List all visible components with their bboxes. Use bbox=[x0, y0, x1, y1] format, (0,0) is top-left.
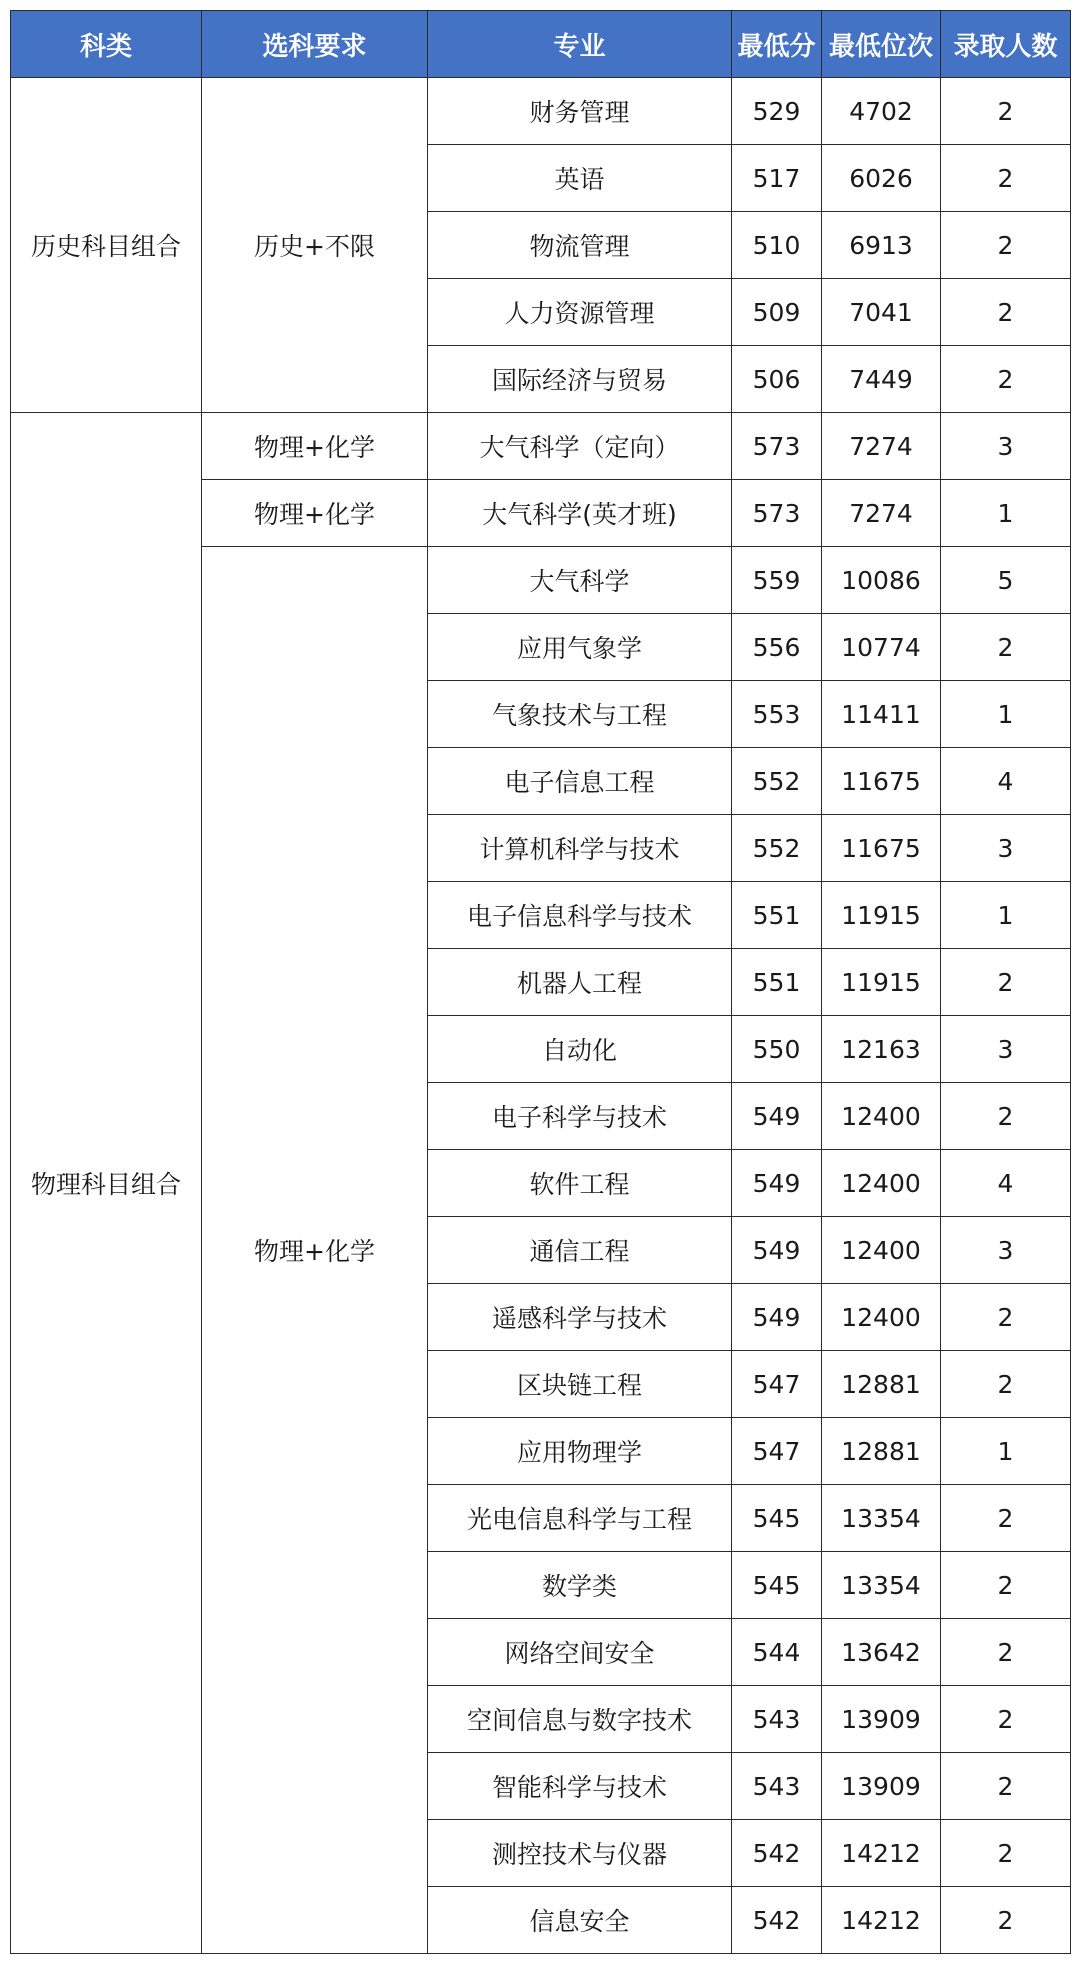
admitted-count-cell: 3 bbox=[941, 1016, 1071, 1083]
min-score-cell: 549 bbox=[732, 1284, 822, 1351]
admitted-count-cell: 2 bbox=[941, 614, 1071, 681]
min-rank-cell: 12163 bbox=[822, 1016, 941, 1083]
major-cell: 自动化 bbox=[428, 1016, 732, 1083]
major-cell: 软件工程 bbox=[428, 1150, 732, 1217]
min-score-cell: 556 bbox=[732, 614, 822, 681]
table-row bbox=[11, 413, 1071, 480]
header-major: 专业 bbox=[428, 11, 732, 78]
admitted-count-cell: 1 bbox=[941, 1418, 1071, 1485]
admitted-count-cell: 2 bbox=[941, 1753, 1071, 1820]
admitted-count-cell: 2 bbox=[941, 1284, 1071, 1351]
min-score-cell: 550 bbox=[732, 1016, 822, 1083]
min-rank-cell: 11915 bbox=[822, 949, 941, 1016]
major-cell: 遥感科学与技术 bbox=[428, 1284, 732, 1351]
min-score-cell: 553 bbox=[732, 681, 822, 748]
min-score-cell: 543 bbox=[732, 1753, 822, 1820]
min-rank-cell: 6913 bbox=[822, 212, 941, 279]
major-cell: 测控技术与仪器 bbox=[428, 1820, 732, 1887]
major-cell: 信息安全 bbox=[428, 1887, 732, 1954]
min-rank-cell: 7274 bbox=[822, 480, 941, 547]
min-rank-cell: 10774 bbox=[822, 614, 941, 681]
min-rank-cell: 12881 bbox=[822, 1418, 941, 1485]
header-row bbox=[11, 11, 1071, 78]
min-rank-cell: 7274 bbox=[822, 413, 941, 480]
major-cell: 数学类 bbox=[428, 1552, 732, 1619]
admitted-count-cell: 5 bbox=[941, 547, 1071, 614]
min-rank-cell: 11675 bbox=[822, 815, 941, 882]
major-cell: 气象技术与工程 bbox=[428, 681, 732, 748]
min-rank-cell: 12400 bbox=[822, 1284, 941, 1351]
major-cell: 国际经济与贸易 bbox=[428, 346, 732, 413]
min-score-cell: 544 bbox=[732, 1619, 822, 1686]
major-cell: 计算机科学与技术 bbox=[428, 815, 732, 882]
subject-requirement-cell: 物理+化学 bbox=[202, 413, 428, 480]
subject-requirement-cell: 物理+化学 bbox=[202, 547, 428, 1954]
min-rank-cell: 6026 bbox=[822, 145, 941, 212]
min-rank-cell: 13642 bbox=[822, 1619, 941, 1686]
min-score-cell: 545 bbox=[732, 1485, 822, 1552]
admitted-count-cell: 1 bbox=[941, 882, 1071, 949]
min-rank-cell: 11915 bbox=[822, 882, 941, 949]
major-cell: 物流管理 bbox=[428, 212, 732, 279]
min-score-cell: 517 bbox=[732, 145, 822, 212]
major-cell: 人力资源管理 bbox=[428, 279, 732, 346]
admitted-count-cell: 2 bbox=[941, 1351, 1071, 1418]
major-cell: 大气科学 bbox=[428, 547, 732, 614]
min-score-cell: 551 bbox=[732, 949, 822, 1016]
table-row bbox=[11, 78, 1071, 145]
min-rank-cell: 10086 bbox=[822, 547, 941, 614]
major-cell: 网络空间安全 bbox=[428, 1619, 732, 1686]
admitted-count-cell: 2 bbox=[941, 1552, 1071, 1619]
min-rank-cell: 13354 bbox=[822, 1552, 941, 1619]
admitted-count-cell: 3 bbox=[941, 413, 1071, 480]
min-score-cell: 547 bbox=[732, 1418, 822, 1485]
major-cell: 区块链工程 bbox=[428, 1351, 732, 1418]
min-score-cell: 552 bbox=[732, 748, 822, 815]
admitted-count-cell: 2 bbox=[941, 279, 1071, 346]
major-cell: 大气科学（定向） bbox=[428, 413, 732, 480]
min-rank-cell: 12400 bbox=[822, 1150, 941, 1217]
min-score-cell: 509 bbox=[732, 279, 822, 346]
header-subject-requirement: 选科要求 bbox=[202, 11, 428, 78]
min-score-cell: 547 bbox=[732, 1351, 822, 1418]
admitted-count-cell: 2 bbox=[941, 1820, 1071, 1887]
min-rank-cell: 14212 bbox=[822, 1820, 941, 1887]
major-cell: 机器人工程 bbox=[428, 949, 732, 1016]
major-cell: 电子科学与技术 bbox=[428, 1083, 732, 1150]
admitted-count-cell: 2 bbox=[941, 78, 1071, 145]
major-cell: 通信工程 bbox=[428, 1217, 732, 1284]
min-score-cell: 573 bbox=[732, 413, 822, 480]
table-body bbox=[11, 78, 1071, 1954]
subject-requirement-cell: 历史+不限 bbox=[202, 78, 428, 413]
major-cell: 电子信息科学与技术 bbox=[428, 882, 732, 949]
min-score-cell: 549 bbox=[732, 1083, 822, 1150]
min-score-cell: 559 bbox=[732, 547, 822, 614]
min-rank-cell: 13354 bbox=[822, 1485, 941, 1552]
category-cell: 历史科目组合 bbox=[11, 78, 202, 413]
admitted-count-cell: 3 bbox=[941, 1217, 1071, 1284]
header-category: 科类 bbox=[11, 11, 202, 78]
admitted-count-cell: 2 bbox=[941, 145, 1071, 212]
min-score-cell: 573 bbox=[732, 480, 822, 547]
min-score-cell: 506 bbox=[732, 346, 822, 413]
min-rank-cell: 14212 bbox=[822, 1887, 941, 1954]
major-cell: 光电信息科学与工程 bbox=[428, 1485, 732, 1552]
admitted-count-cell: 2 bbox=[941, 346, 1071, 413]
header-min-rank: 最低位次 bbox=[822, 11, 941, 78]
subject-requirement-cell: 物理+化学 bbox=[202, 480, 428, 547]
admitted-count-cell: 4 bbox=[941, 1150, 1071, 1217]
major-cell: 大气科学(英才班) bbox=[428, 480, 732, 547]
major-cell: 空间信息与数字技术 bbox=[428, 1686, 732, 1753]
min-score-cell: 545 bbox=[732, 1552, 822, 1619]
major-cell: 智能科学与技术 bbox=[428, 1753, 732, 1820]
admitted-count-cell: 2 bbox=[941, 1686, 1071, 1753]
admitted-count-cell: 2 bbox=[941, 212, 1071, 279]
min-score-cell: 549 bbox=[732, 1150, 822, 1217]
min-rank-cell: 7449 bbox=[822, 346, 941, 413]
min-score-cell: 542 bbox=[732, 1820, 822, 1887]
admitted-count-cell: 1 bbox=[941, 480, 1071, 547]
admission-table bbox=[10, 10, 1071, 1954]
major-cell: 电子信息工程 bbox=[428, 748, 732, 815]
min-rank-cell: 12400 bbox=[822, 1083, 941, 1150]
admitted-count-cell: 2 bbox=[941, 1083, 1071, 1150]
min-rank-cell: 12881 bbox=[822, 1351, 941, 1418]
header-admitted-count: 录取人数 bbox=[941, 11, 1071, 78]
admitted-count-cell: 4 bbox=[941, 748, 1071, 815]
min-rank-cell: 11675 bbox=[822, 748, 941, 815]
min-rank-cell: 7041 bbox=[822, 279, 941, 346]
admitted-count-cell: 2 bbox=[941, 1619, 1071, 1686]
min-rank-cell: 12400 bbox=[822, 1217, 941, 1284]
min-score-cell: 543 bbox=[732, 1686, 822, 1753]
min-score-cell: 542 bbox=[732, 1887, 822, 1954]
min-score-cell: 510 bbox=[732, 212, 822, 279]
min-score-cell: 551 bbox=[732, 882, 822, 949]
admitted-count-cell: 2 bbox=[941, 1485, 1071, 1552]
min-rank-cell: 4702 bbox=[822, 78, 941, 145]
header-min-score: 最低分 bbox=[732, 11, 822, 78]
admitted-count-cell: 2 bbox=[941, 1887, 1071, 1954]
category-cell: 物理科目组合 bbox=[11, 413, 202, 1954]
admitted-count-cell: 3 bbox=[941, 815, 1071, 882]
major-cell: 应用气象学 bbox=[428, 614, 732, 681]
admitted-count-cell: 1 bbox=[941, 681, 1071, 748]
min-rank-cell: 11411 bbox=[822, 681, 941, 748]
min-score-cell: 552 bbox=[732, 815, 822, 882]
major-cell: 财务管理 bbox=[428, 78, 732, 145]
min-score-cell: 529 bbox=[732, 78, 822, 145]
min-rank-cell: 13909 bbox=[822, 1686, 941, 1753]
admitted-count-cell: 2 bbox=[941, 949, 1071, 1016]
major-cell: 应用物理学 bbox=[428, 1418, 732, 1485]
table-header bbox=[11, 11, 1071, 78]
min-rank-cell: 13909 bbox=[822, 1753, 941, 1820]
major-cell: 英语 bbox=[428, 145, 732, 212]
min-score-cell: 549 bbox=[732, 1217, 822, 1284]
